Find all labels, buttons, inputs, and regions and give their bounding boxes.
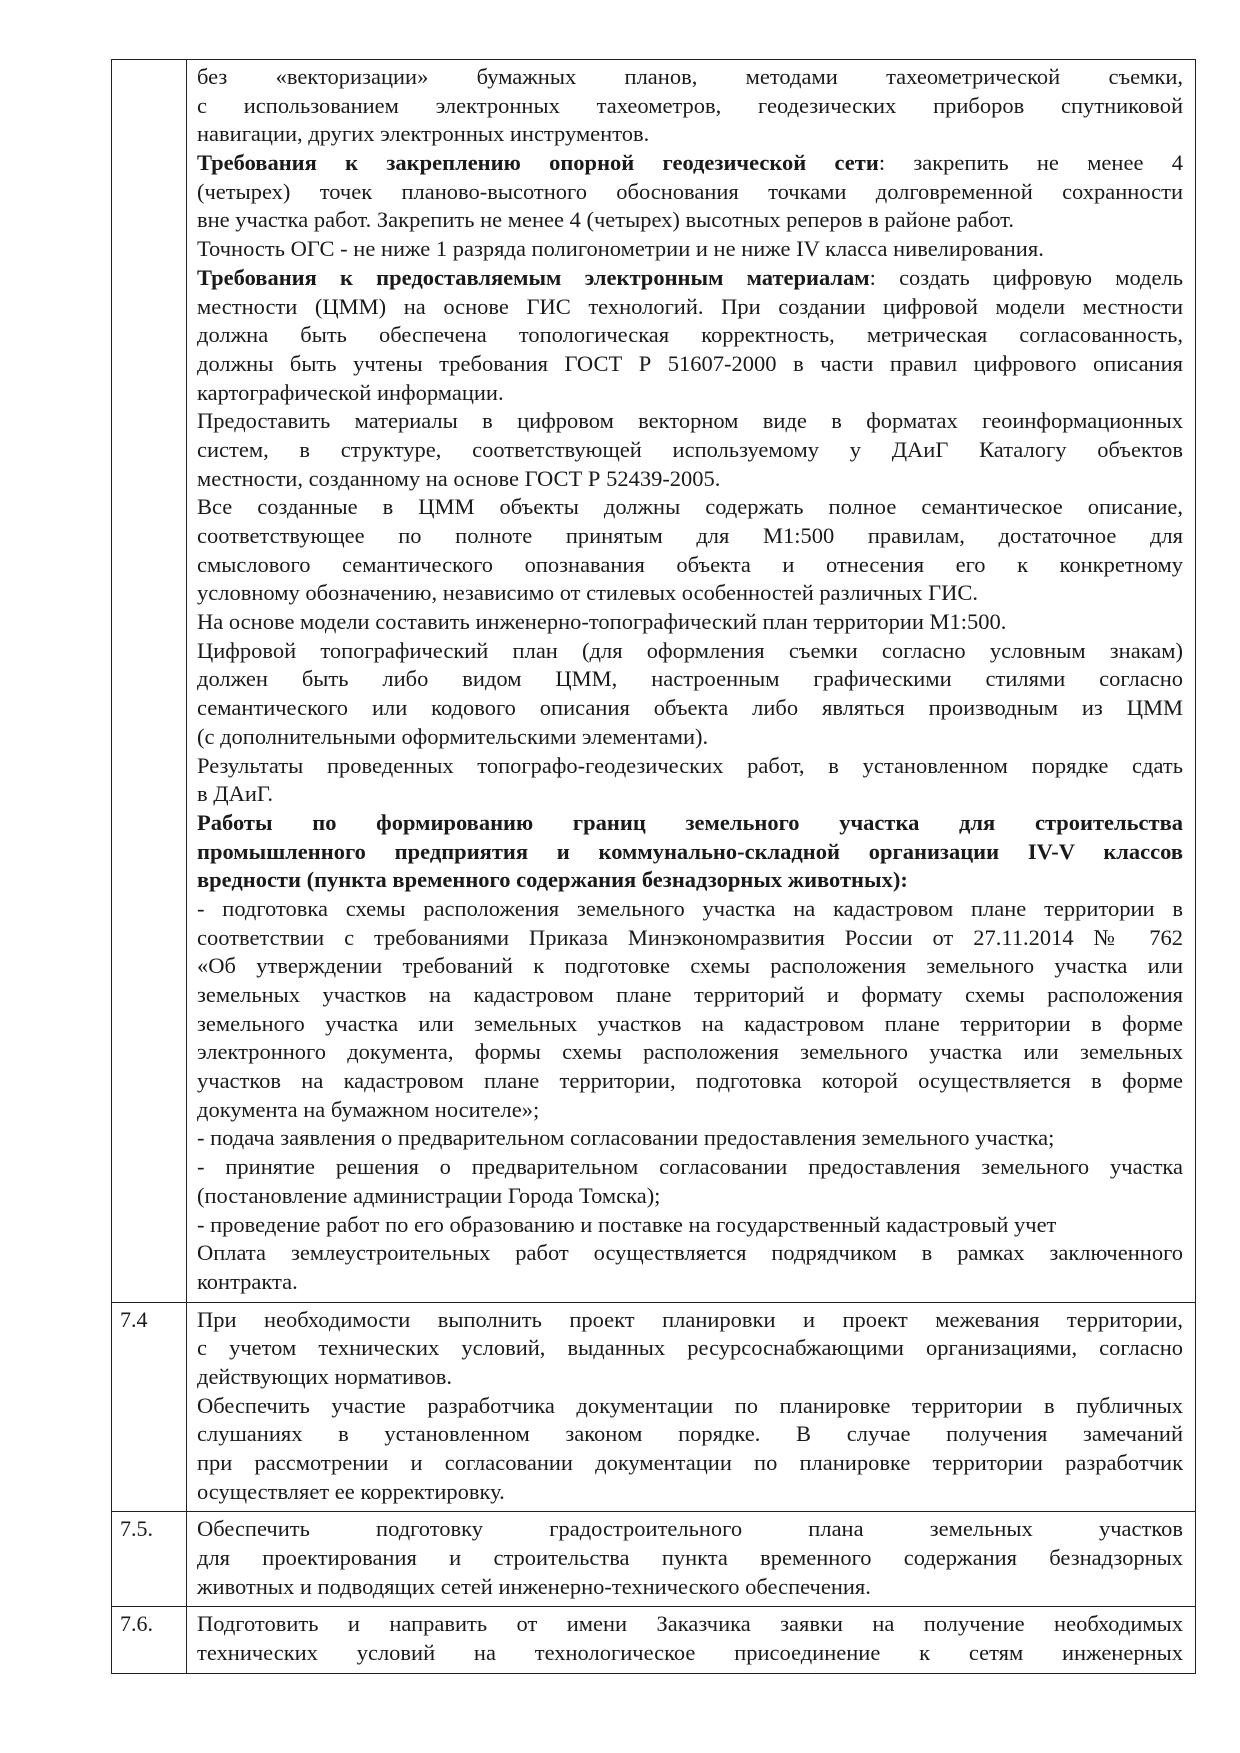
text-line bbox=[197, 92, 1183, 121]
line-text: без «векторизации» бумажных планов, методами тахеометрической съемки, bbox=[197, 64, 1183, 89]
text-line bbox=[197, 694, 1183, 723]
text-line bbox=[197, 1211, 1183, 1240]
requirements-table bbox=[111, 59, 1196, 1674]
line-text: действующих нормативов. bbox=[197, 1363, 452, 1389]
text-line bbox=[197, 752, 1183, 781]
line-text: Подготовить и направить от имени Заказчика заявки на получение необходимых bbox=[197, 1611, 1183, 1637]
line-text: картографической информации. bbox=[197, 379, 504, 405]
line-text: при рассмотрении и согласовании документации по планировке территории разработчик bbox=[197, 1450, 1183, 1475]
text-line bbox=[197, 1449, 1183, 1478]
text-line bbox=[197, 120, 1183, 149]
line-text: семантического или кодового описания объекта либо являться производным из ЦММ bbox=[197, 695, 1183, 721]
text-line bbox=[197, 1478, 1183, 1507]
line-text: (постановление администрации Города Томска); bbox=[197, 1182, 661, 1208]
bold-heading: Требования к закреплению опорной геодезической сети bbox=[197, 150, 879, 176]
item-text bbox=[187, 1512, 1196, 1607]
text-line bbox=[197, 1067, 1183, 1096]
line-text: для проектирования и строительства пункта временного содержания безнадзорных bbox=[197, 1545, 1183, 1571]
line-text: технических условий на технологическое присоединение к сетям инженерных bbox=[197, 1640, 1183, 1666]
text-line bbox=[197, 206, 1183, 235]
text-line bbox=[197, 149, 1183, 178]
item-text bbox=[187, 60, 1196, 1303]
line-text: Обеспечить подготовку градостроительного плана земельных участков bbox=[197, 1516, 1183, 1542]
text-line bbox=[197, 1392, 1183, 1421]
text-line bbox=[197, 293, 1183, 322]
text-line bbox=[197, 1573, 1183, 1602]
text-line bbox=[197, 522, 1183, 551]
line-text: : создать цифровую модель bbox=[869, 264, 1183, 290]
text-line bbox=[197, 63, 1183, 92]
line-text: - принятие решения о предварительном согласовании предоставления земельного участка bbox=[197, 1154, 1183, 1180]
text-line bbox=[197, 321, 1183, 350]
text-line bbox=[197, 1038, 1183, 1067]
text-line bbox=[197, 952, 1183, 981]
line-text: земельных участков на кадастровом плане территорий и формату схемы расположения bbox=[197, 982, 1183, 1007]
line-text: осуществляет ее корректировку. bbox=[197, 1478, 505, 1504]
item-text bbox=[187, 1607, 1196, 1673]
line-text: условному обозначению, независимо от стилевых особенностей различных ГИС. bbox=[197, 580, 978, 606]
text-line bbox=[197, 379, 1183, 408]
line-text: соответствующее по полноте принятым для М1:500 правилам, достаточное для bbox=[197, 523, 1183, 548]
text-line bbox=[197, 350, 1183, 379]
text-line bbox=[197, 579, 1183, 608]
table-row bbox=[112, 1512, 1196, 1607]
bold-heading: Работы по формированию границ земельного участка для строительства bbox=[197, 809, 1183, 835]
text-line bbox=[197, 178, 1183, 207]
text-line bbox=[197, 665, 1183, 694]
line-text: «Об утверждении требований к подготовке схемы расположения земельного участка или bbox=[197, 953, 1183, 979]
line-text: документа на бумажном носителе»; bbox=[197, 1096, 540, 1122]
text-line bbox=[197, 608, 1183, 637]
line-text: - проведение работ по его образованию и поставке на государственный кадастровый учет bbox=[197, 1211, 1057, 1237]
text-line bbox=[197, 264, 1183, 293]
line-text: должны быть учтены требования ГОСТ Р 51607-2000 в части правил цифрового описания bbox=[197, 350, 1183, 376]
text-line bbox=[197, 1420, 1183, 1449]
line-text: соответствии с требованиями Приказа Минэкономразвития России от 27.11.2014 № 762 bbox=[197, 924, 1183, 950]
line-text: Предоставить материалы в цифровом векторном виде в форматах геоинформационных bbox=[197, 408, 1183, 434]
line-text: : закрепить не менее 4 bbox=[878, 150, 1183, 176]
line-text: смыслового семантического опознавания объекта и отнесения его к конкретному bbox=[197, 551, 1183, 577]
line-text: навигации, других электронных инструментов. bbox=[197, 121, 650, 147]
text-line bbox=[197, 1182, 1183, 1211]
table-body bbox=[112, 60, 1196, 1674]
line-text: должен быть либо видом ЦММ, настроенным графическими стилями согласно bbox=[197, 666, 1183, 692]
text-line bbox=[197, 1334, 1183, 1363]
table-row bbox=[112, 1607, 1196, 1673]
text-line bbox=[197, 1306, 1183, 1335]
text-line bbox=[197, 1124, 1183, 1153]
text-line bbox=[197, 809, 1183, 838]
text-line bbox=[197, 1639, 1183, 1668]
text-line bbox=[197, 1515, 1183, 1544]
bold-heading: вредности (пункта временного содержания безнадзорных животных): bbox=[197, 867, 908, 893]
line-text: электронного документа, формы схемы расположения земельного участка или земельных bbox=[197, 1039, 1183, 1065]
text-line bbox=[197, 1268, 1183, 1297]
line-text: (четырех) точек планово-высотного обоснования точками долговременной сохранности bbox=[197, 178, 1183, 204]
line-text: (с дополнительными оформительскими элементами). bbox=[197, 723, 709, 749]
line-text: местности (ЦММ) на основе ГИС технологий. При создании цифровой модели местности bbox=[197, 293, 1183, 319]
line-text: - подача заявления о предварительном согласовании предоставления земельного участка; bbox=[197, 1125, 1055, 1151]
text-line bbox=[197, 1010, 1183, 1039]
text-line bbox=[197, 924, 1183, 953]
text-line bbox=[197, 493, 1183, 522]
line-text: должна быть обеспечена топологическая корректность, метрическая согласованность, bbox=[197, 322, 1183, 348]
text-line bbox=[197, 407, 1183, 436]
table-row bbox=[112, 1302, 1196, 1512]
line-text: с учетом технических условий, выданных ресурсоснабжающими организациями, согласно bbox=[197, 1335, 1183, 1361]
line-text: слушаниях в установленном законом порядке. В случае получения замечаний bbox=[197, 1421, 1183, 1447]
line-text: На основе модели составить инженерно-топографический план территории М1:500. bbox=[197, 609, 1007, 635]
text-line bbox=[197, 981, 1183, 1010]
line-text: Точность ОГС - не ниже 1 разряда полигонометрии и не ниже IV класса нивелирования. bbox=[197, 236, 1044, 262]
text-line bbox=[197, 838, 1183, 867]
item-number bbox=[112, 60, 187, 1303]
text-line bbox=[197, 1610, 1183, 1639]
line-text: - подготовка схемы расположения земельного участка на кадастровом плане территории в bbox=[197, 895, 1183, 921]
line-text: При необходимости выполнить проект планировки и проект межевания территории, bbox=[197, 1306, 1183, 1332]
bold-heading: Требования к предоставляемым электронным материалам bbox=[197, 264, 870, 290]
line-text: земельного участка или земельных участков на кадастровом плане территории в форме bbox=[197, 1010, 1183, 1036]
item-number: 7.4 bbox=[112, 1302, 187, 1512]
line-text: Оплата землеустроительных работ осуществляется подрядчиком в рамках заключенного bbox=[197, 1240, 1183, 1266]
text-line bbox=[197, 1239, 1183, 1268]
table-row bbox=[112, 60, 1196, 1303]
line-text: Цифровой топографический план (для оформления съемки согласно условным знакам) bbox=[197, 637, 1183, 663]
line-text: контракта. bbox=[197, 1268, 298, 1294]
text-line bbox=[197, 1363, 1183, 1392]
text-line bbox=[197, 1096, 1183, 1125]
line-text: в ДАиГ. bbox=[197, 781, 273, 807]
text-line bbox=[197, 866, 1183, 895]
text-line bbox=[197, 465, 1183, 494]
text-line bbox=[197, 1544, 1183, 1573]
item-number: 7.6. bbox=[112, 1607, 187, 1673]
line-text: Обеспечить участие разработчика документации по планировке территории в публичных bbox=[197, 1392, 1183, 1418]
line-text: местности, созданному на основе ГОСТ Р 52439-2005. bbox=[197, 465, 721, 491]
text-line bbox=[197, 436, 1183, 465]
line-text: участков на кадастровом плане территории, подготовка которой осуществляется в форме bbox=[197, 1068, 1183, 1094]
text-line bbox=[197, 895, 1183, 924]
item-number: 7.5. bbox=[112, 1512, 187, 1607]
line-text: Все созданные в ЦММ объекты должны содержать полное семантическое описание, bbox=[197, 494, 1183, 520]
line-text: Результаты проведенных топографо-геодезических работ, в установленном порядке сдать bbox=[197, 752, 1183, 778]
bold-heading: промышленного предприятия и коммунально-складной организации IV-V классов bbox=[197, 838, 1183, 864]
text-line bbox=[197, 637, 1183, 666]
item-text bbox=[187, 1302, 1196, 1512]
text-line bbox=[197, 551, 1183, 580]
line-text: систем, в структуре, соответствующей используемому у ДАиГ Каталогу объектов bbox=[197, 436, 1183, 462]
text-line bbox=[197, 780, 1183, 809]
line-text: вне участка работ. Закрепить не менее 4 (четырех) высотных реперов в районе работ. bbox=[197, 207, 1014, 233]
text-line bbox=[197, 1153, 1183, 1182]
text-line bbox=[197, 235, 1183, 264]
line-text: с использованием электронных тахеометров, геодезических приборов спутниковой bbox=[197, 92, 1183, 118]
text-line bbox=[197, 723, 1183, 752]
line-text: животных и подводящих сетей инженерно-технического обеспечения. bbox=[197, 1573, 871, 1599]
